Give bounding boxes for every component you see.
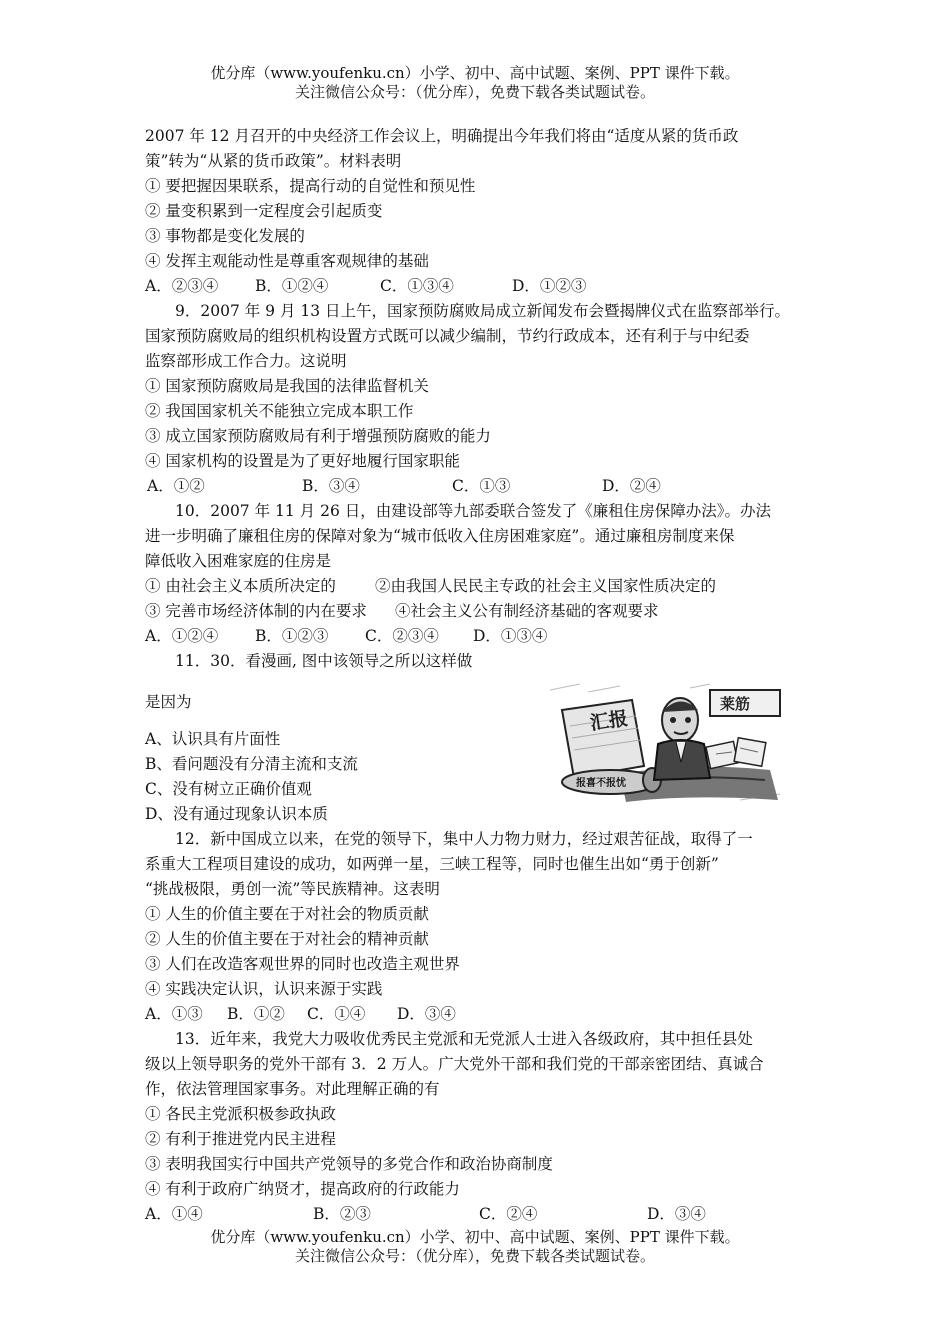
statement-item: ② 量变积累到一定程度会引起质变 [145, 202, 383, 220]
question-stem: “挑战极限，勇创一流”等民族精神。这表明 [145, 880, 440, 898]
question-stem: 2007 年 12 月召开的中央经济工作会议上，明确提出今年我们将由“适度从紧的货币政 [145, 127, 739, 145]
question-stem: 监察部形成工作合力。这说明 [145, 352, 347, 370]
option-b: B．①②③ [255, 627, 329, 645]
option-d: D．①③④ [473, 627, 548, 645]
question-12 [145, 827, 825, 1027]
option-c: C、没有树立正确价值观 [145, 780, 312, 798]
question-stem: 系重大工程项目建设的成功，如两弹一星，三峡工程等，同时也催生出如“勇于创新” [145, 855, 719, 873]
statement-row [145, 599, 825, 624]
statement-item: ② 人生的价值主要在于对社会的精神贡献 [145, 930, 429, 948]
statement-item: ② 我国国家机关不能独立完成本职工作 [145, 402, 414, 420]
statement-item: ① 各民主党派积极参政执政 [145, 1105, 336, 1123]
answer-options [145, 474, 825, 499]
option-a: A．①② [147, 477, 205, 495]
scroll-label-text: 报喜不报忧 [576, 778, 626, 789]
footer-line-1: 优分库（www.youfenku.cn）小学、初中、高中试题、案例、PPT 课件下载。 [210, 1228, 740, 1246]
option-c: C．①④ [307, 1005, 366, 1023]
statement-item: ③ 完善市场经济体制的内在要求 [145, 602, 367, 620]
statement-item: ④ 实践决定认识，认识来源于实践 [145, 980, 383, 998]
question-stem: 障低收入困难家庭的住房是 [145, 552, 332, 570]
question-stem: 13．近年来，我党大力吸收优秀民主党派和无党派人士进入各级政府，其中担任县处 [175, 1030, 753, 1048]
option-c: C．①③④ [380, 277, 454, 295]
answer-options [145, 624, 825, 649]
statement-item: ②由我国人民民主专政的社会主义国家性质决定的 [375, 577, 717, 595]
option-c: C．①③ [452, 477, 511, 495]
answer-options [145, 274, 825, 299]
option-d: D．①②③ [512, 277, 587, 295]
scroll-text: 汇报 [588, 707, 630, 735]
option-a: A．②③④ [145, 277, 219, 295]
statement-item: ④ 有利于政府广纳贤才，提高政府的行政能力 [145, 1180, 460, 1198]
answer-options [145, 1202, 825, 1227]
option-c: C．②④ [479, 1205, 538, 1223]
option-d: D、没有通过现象认识本质 [145, 805, 328, 823]
sign-text: 莱筋 [720, 695, 751, 713]
option-c: C．②③④ [365, 627, 439, 645]
statement-item: ④ 国家机构的设置是为了更好地履行国家职能 [145, 452, 460, 470]
option-d: D．②④ [602, 477, 661, 495]
statement-row [145, 574, 825, 599]
option-b: B．③④ [302, 477, 360, 495]
page-content [145, 124, 825, 1227]
question-13 [145, 1027, 825, 1227]
option-d: D．③④ [647, 1205, 706, 1223]
statement-item: ③ 人们在改造客观世界的同时也改造主观世界 [145, 955, 460, 973]
option-a: A．①④ [145, 1205, 203, 1223]
answer-options [145, 1002, 825, 1027]
header-line-1: 优分库（www.youfenku.cn）小学、初中、高中试题、案例、PPT 课件下载。 [210, 64, 740, 82]
question-stem: 级以上领导职务的党外干部有 3．2 万人。广大党外干部和我们党的干部亲密团结、真诚合 [145, 1055, 764, 1073]
cartoon-image [540, 682, 788, 806]
option-b: B．②③ [313, 1205, 371, 1223]
question-stem: 国家预防腐败局的组织机构设置方式既可以减少编制，节约行政成本，还有利于与中纪委 [145, 327, 750, 345]
footer-line-2: 关注微信公众号：（优分库），免费下载各类试题试卷。 [294, 1247, 655, 1265]
statement-item: ③ 表明我国实行中国共产党领导的多党合作和政治协商制度 [145, 1155, 553, 1173]
page-footer [0, 1228, 950, 1266]
page-header [0, 64, 950, 102]
option-a: A、认识具有片面性 [145, 730, 281, 748]
question-8 [145, 124, 825, 299]
question-stem: 作，依法管理国家事务。对此理解正确的有 [145, 1080, 440, 1098]
question-10 [145, 499, 825, 649]
question-stem: 策”转为“从紧的货币政策”。材料表明 [145, 152, 402, 170]
statement-item: ① 要把握因果联系，提高行动的自觉性和预见性 [145, 177, 476, 195]
question-stem: 11．30．看漫画, 图中该领导之所以这样做 [175, 652, 473, 670]
option-b: B．①②④ [255, 277, 329, 295]
option-a: A．①③ [145, 1005, 203, 1023]
question-stem: 9．2007 年 9 月 13 日上午，国家预防腐败局成立新闻发布会暨揭牌仪式在监察部举行。 [175, 302, 791, 320]
statement-item: ③ 成立国家预防腐败局有利于增强预防腐败的能力 [145, 427, 491, 445]
statement-item: ① 国家预防腐败局是我国的法律监督机关 [145, 377, 429, 395]
statement-item: ② 有利于推进党内民主进程 [145, 1130, 336, 1148]
question-stem: 进一步明确了廉租住房的保障对象为“城市低收入住房困难家庭”。通过廉租房制度来保 [145, 527, 735, 545]
question-stem: 10．2007 年 11 月 26 日，由建设部等九部委联合签发了《廉租住房保障办法》。办法 [175, 502, 772, 520]
statement-item: ① 由社会主义本质所决定的 [145, 577, 336, 595]
statement-item: ④ 发挥主观能动性是尊重客观规律的基础 [145, 252, 429, 270]
option-b: B．①② [227, 1005, 285, 1023]
option-d: D．③④ [397, 1005, 456, 1023]
statement-item: ④社会主义公有制经济基础的客观要求 [395, 602, 659, 620]
statement-item: ③ 事物都是变化发展的 [145, 227, 305, 245]
question-stem: 是因为 [145, 693, 192, 711]
statement-item: ① 人生的价值主要在于对社会的物质贡献 [145, 905, 429, 923]
option-a: A．①②④ [145, 627, 219, 645]
question-9 [145, 299, 825, 499]
header-line-2: 关注微信公众号：（优分库），免费下载各类试题试卷。 [294, 83, 655, 101]
option-b: B、看问题没有分清主流和支流 [145, 755, 358, 773]
question-stem: 12．新中国成立以来，在党的领导下，集中人力物力财力，经过艰苦征战，取得了一 [175, 830, 753, 848]
